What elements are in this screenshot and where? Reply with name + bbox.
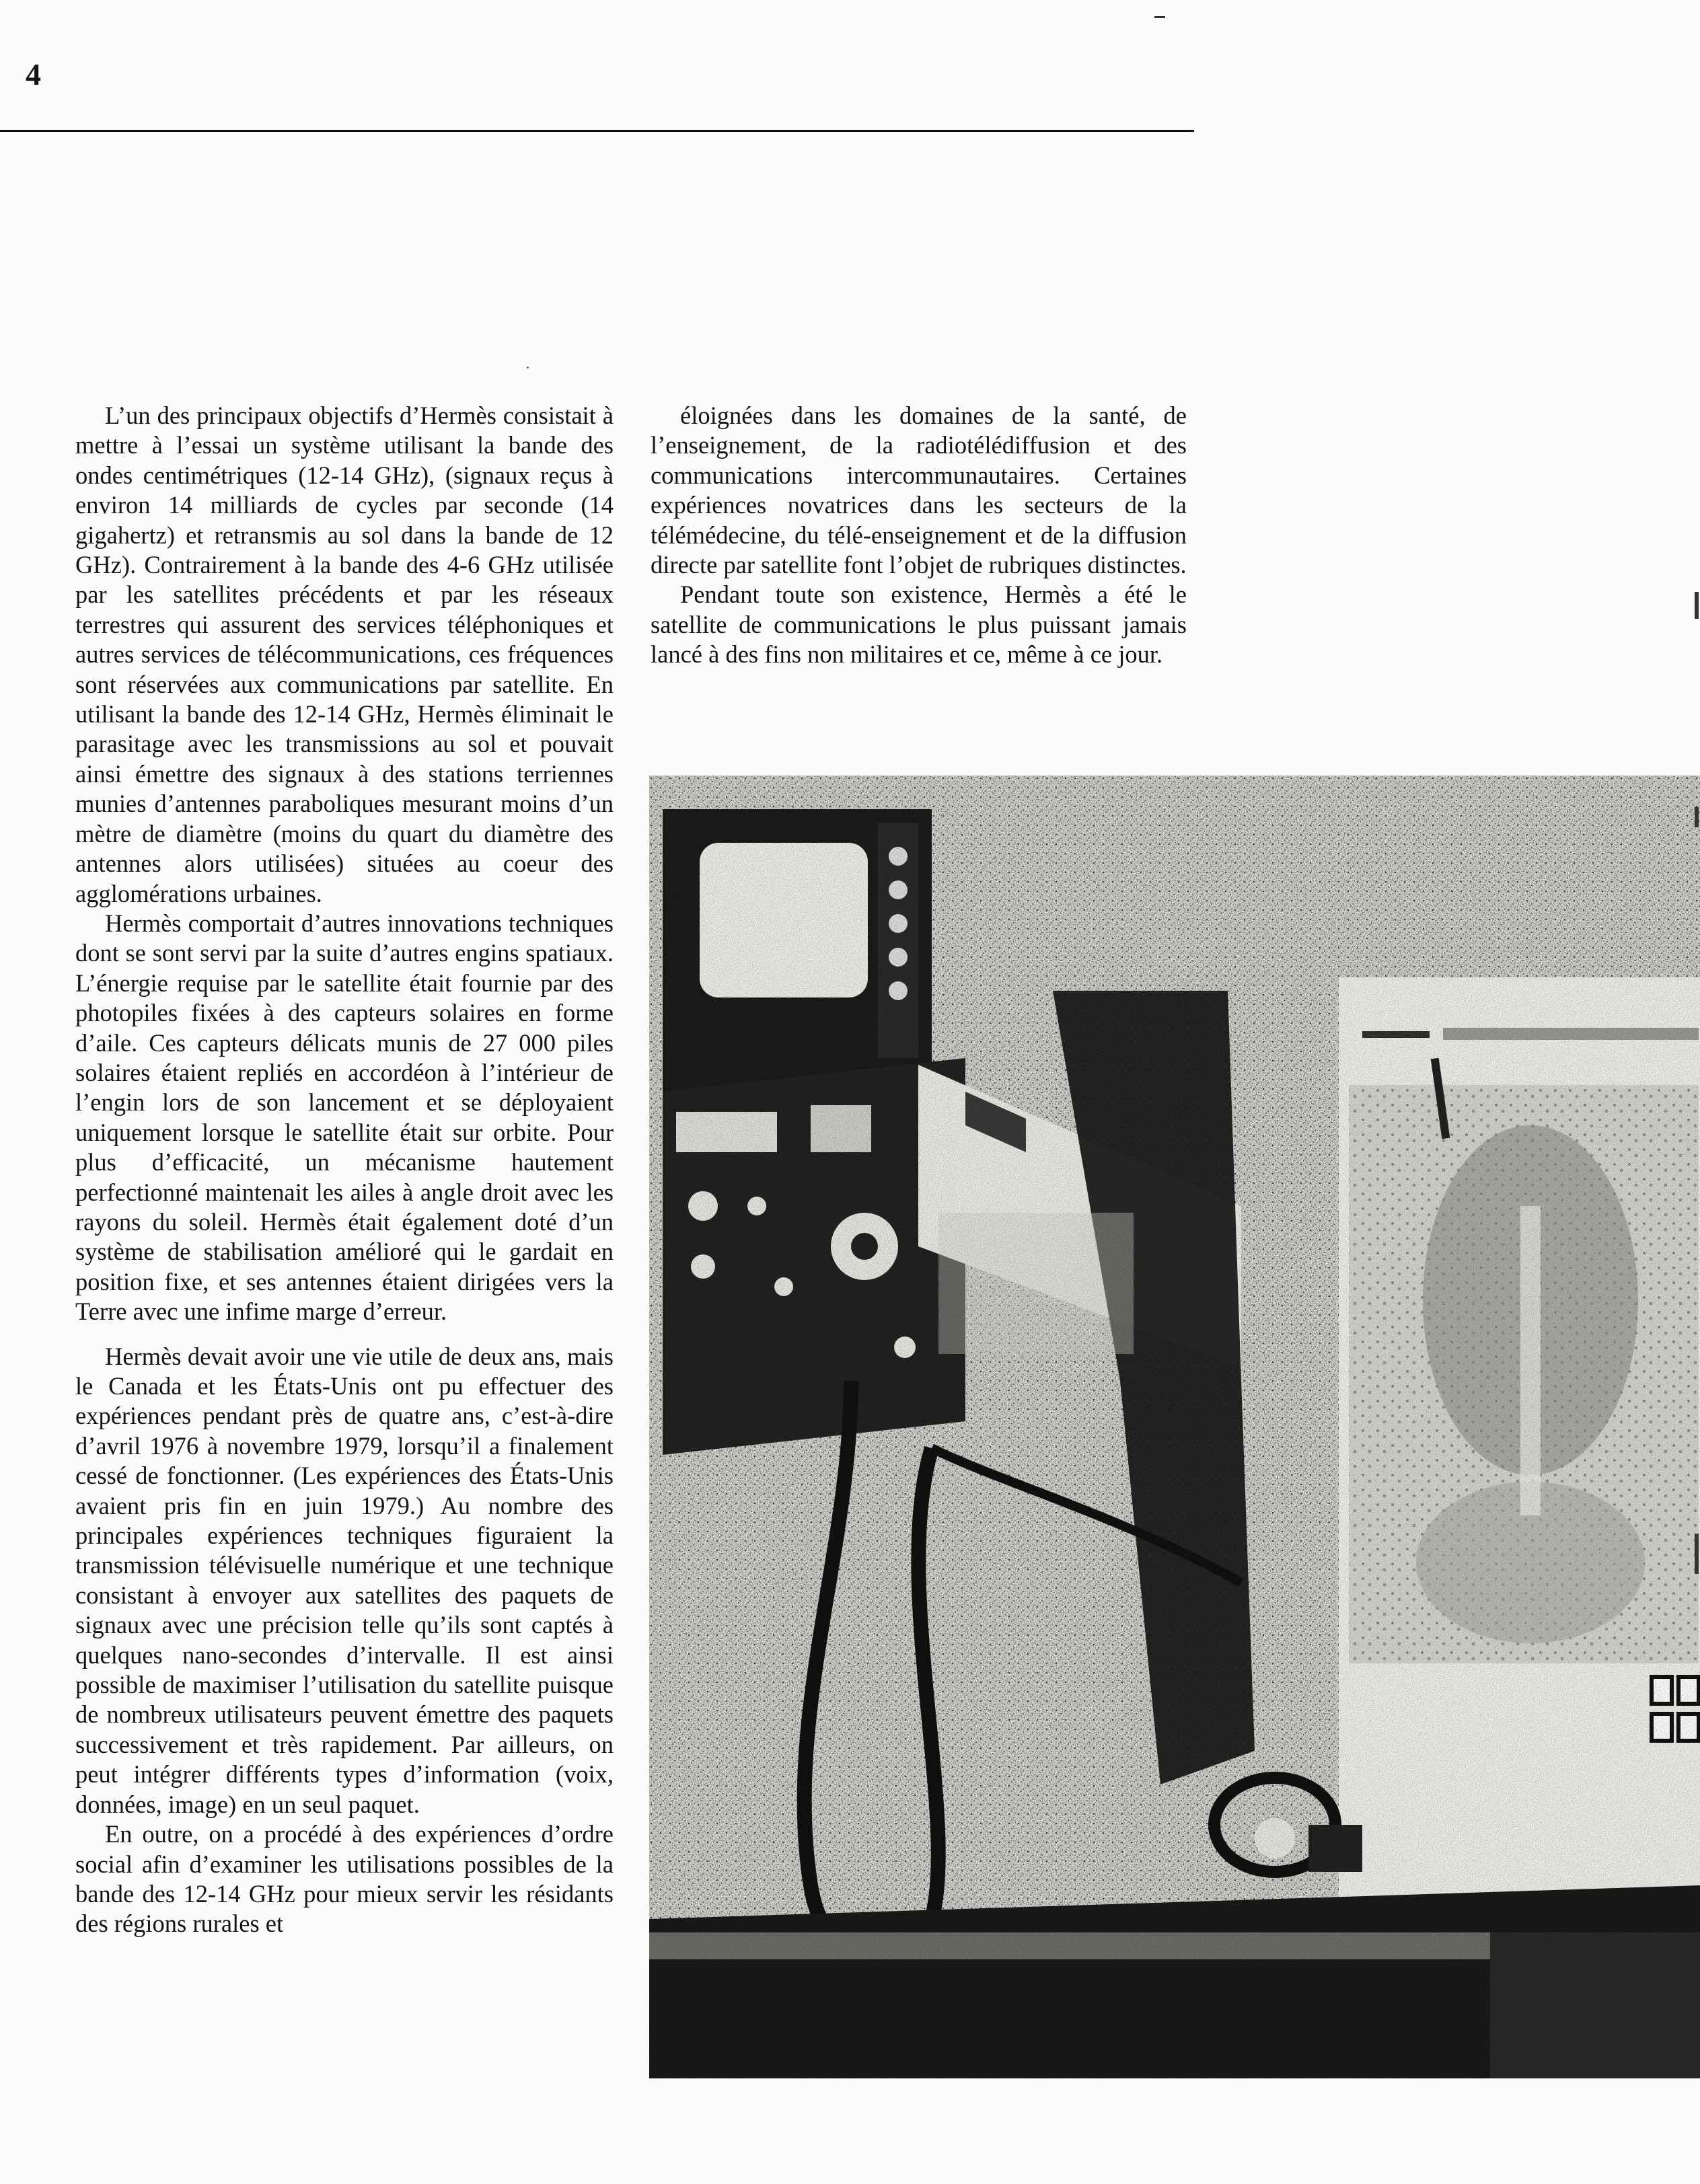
scan-mark — [1154, 16, 1165, 18]
scan-edge-marks — [1693, 592, 1700, 2072]
paragraph-applications: éloignées dans les domaines de la santé, de l’enseignement, de la radiotélédiffusion et des communications intercommunautaires. Certaines expériences novatrices dans les secteurs de la télémédecine, du télé-enseignement et de la diffusion directe par satellite font l’objet de rubriques distinctes. — [651, 402, 1187, 579]
scan-dot — [527, 367, 529, 369]
telemedicine-equipment-photo — [649, 776, 1700, 2078]
paragraph-innovations: Hermès comportait d’autres innovations techniques dont se sont servi par la suite d’autres engins spatiaux. L’énergie requise par le satellite était fournie par des photopiles fixées à des capteurs solaires en forme d’aile. Ces capteurs délicats munis de 27 000 piles solaires étaient repliés en accordéon à l’intérieur de l’engin lors de son lancement et se déployaient uniquement lorsque le satellite était sur orbite. Pour plus d’efficacité, un mécanisme hautement perfectionné maintenait les ailes à angle droit avec les rayons du soleil. Hermès était également doté d’un système de stabilisation amélioré qui le gardait en position fixe, et ses antennes étaient dirigées vers la Terre avec une infime marge d’erreur. — [75, 909, 614, 1326]
right-column — [651, 401, 1187, 670]
paragraph-most-powerful: Pendant toute son existence, Hermès a été le satellite de communications le plus puissant jamais lancé à des fins non militaires et ce, même à ce jour. — [651, 580, 1187, 669]
photo-illustration — [649, 776, 1700, 2078]
left-column — [75, 401, 614, 1939]
page-number: 4 — [26, 57, 41, 91]
header-rule — [0, 130, 1194, 132]
paragraph-ku-band: L’un des principaux objectifs d’Hermès consistait à mettre à l’essai un système utilisant la bande des ondes centimétriques (12-14 GHz), (signaux reçus à environ 14 milliards de cycles par seconde (14 gigahertz) et retransmis au sol dans la bande de 12 GHz). Contrairement à la bande des 4-6 GHz utilisée par les satellites précédents et par les réseaux terrestres qui assurent des services téléphoniques et autres services de télécommunications, ces fréquences sont réservées aux communications par satellite. En utilisant la bande des 12-14 GHz, Hermès éliminait le parasitage avec les transmissions au sol et pouvait ainsi émettre des signaux à des stations terriennes munies d’antennes paraboliques mesurant moins d’un mètre de diamètre (moins du quart du diamètre des antennes alors utilisées) situées au coeur des agglomérations urbaines. — [75, 402, 614, 907]
paragraph-lifetime: Hermès devait avoir une vie utile de deux ans, mais le Canada et les États-Unis ont pu effectuer des expériences pendant près de quatre ans, c’est-à-dire d’avril 1976 à novembre 1979, lorsqu’il a finalement cessé de fonctionner. (Les expériences des États-Unis avaient pris fin en juin 1979.) Au nombre des principales expériences techniques figuraient la transmission télévisuelle numérique et une technique consistant à envoyer aux satellites des paquets de signaux avec une précision telle qu’ils sont captés à quelques nano-secondes d’intervalle. Il est ainsi possible de maximiser l’utilisation du satellite puisque de nombreux utilisateurs peuvent émettre des paquets successivement et très rapidement. Par ailleurs, on peut intégrer différents types d’information (voix, données, image) en un seul paquet. — [75, 1342, 614, 1818]
paragraph-social-experiments: En outre, on a procédé à des expériences d’ordre social afin d’examiner les utilisations possibles de la bande des 12-14 GHz pour mieux servir les résidants des régions rurales et — [75, 1820, 614, 1938]
